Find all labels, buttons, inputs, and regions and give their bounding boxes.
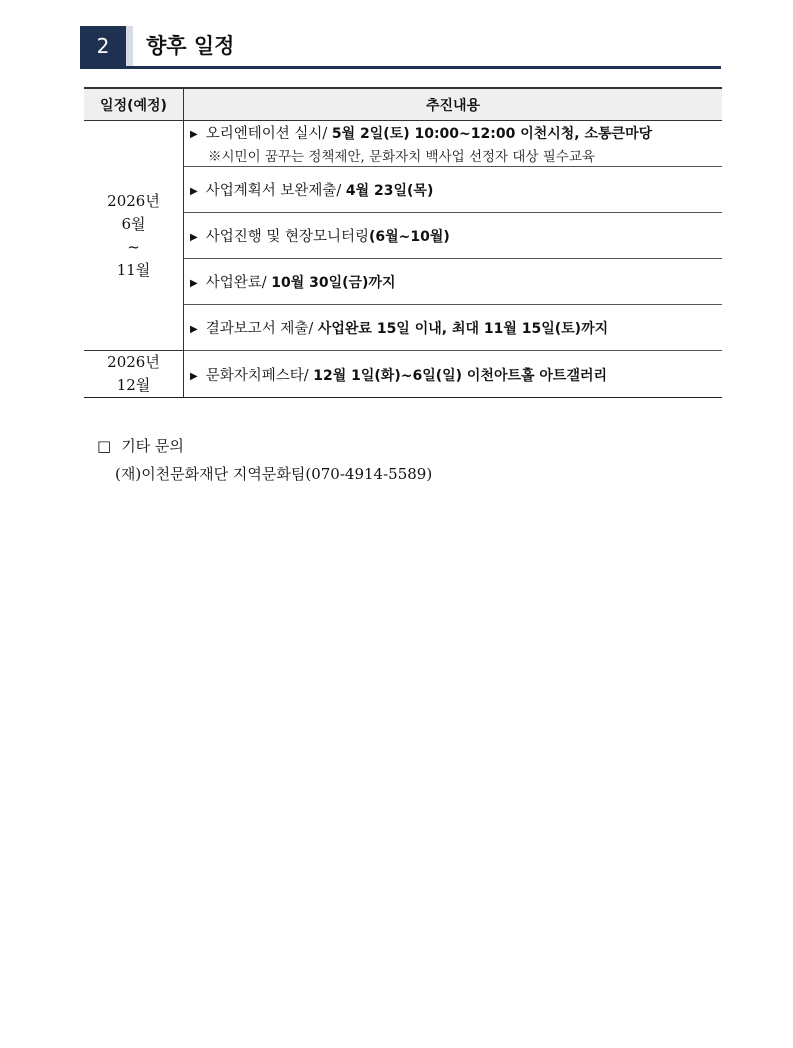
triangle-bullet-icon: ▶ bbox=[190, 324, 198, 335]
table-header-row bbox=[84, 88, 722, 121]
header-content: 추진내용 bbox=[184, 88, 723, 121]
section-header bbox=[80, 26, 721, 68]
contact-info bbox=[97, 432, 432, 488]
section-number-accent bbox=[126, 26, 133, 66]
triangle-bullet-icon: ▶ bbox=[190, 370, 198, 382]
item-plain: 오리엔테이션 실시/ bbox=[205, 126, 332, 142]
schedule-item bbox=[184, 351, 723, 398]
triangle-bullet-icon: ▶ bbox=[190, 232, 198, 243]
item-note: ※시민이 꿈꾸는 정책제안, 문화자치 백사업 선정자 대상 필수교육 bbox=[208, 149, 595, 165]
date-month: 12월 bbox=[116, 376, 151, 394]
table-row bbox=[84, 121, 722, 167]
triangle-bullet-icon: ▶ bbox=[190, 278, 198, 289]
header-schedule: 일정(예정) bbox=[84, 88, 184, 121]
date-start: 6월 bbox=[121, 214, 146, 233]
item-plain: 결과보고서 제출/ bbox=[205, 321, 318, 337]
date-end: 11월 bbox=[116, 260, 151, 279]
date-year: 2026년 bbox=[107, 353, 160, 371]
item-bold: 사업완료 15일 이내, 최대 11월 15일(토)까지 bbox=[317, 321, 609, 337]
schedule-item bbox=[184, 259, 723, 305]
table-row bbox=[84, 351, 722, 398]
item-bold: 4월 23일(목) bbox=[345, 183, 434, 199]
schedule-item bbox=[184, 213, 723, 259]
item-plain: 사업계획서 보완제출/ bbox=[205, 183, 346, 199]
item-plain: 사업진행 및 현장모니터링 bbox=[205, 229, 369, 245]
item-plain: 문화자치페스타/ bbox=[205, 367, 314, 384]
item-bold: (6월~10월) bbox=[369, 229, 450, 245]
date-cell-jun-nov bbox=[84, 121, 184, 351]
schedule-table bbox=[84, 87, 722, 398]
section-number: 2 bbox=[80, 26, 126, 66]
date-cell-dec bbox=[84, 351, 184, 398]
item-plain: 사업완료/ bbox=[205, 275, 272, 291]
section-title: 향후 일정 bbox=[146, 34, 235, 58]
triangle-bullet-icon: ▶ bbox=[190, 186, 198, 197]
section-rule bbox=[80, 66, 721, 69]
triangle-bullet-icon: ▶ bbox=[190, 129, 198, 140]
schedule-item bbox=[184, 121, 723, 167]
date-year: 2026년 bbox=[107, 191, 160, 210]
schedule-item bbox=[184, 305, 723, 351]
contact-detail: (재)이천문화재단 지역문화팀(070-4914-5589) bbox=[115, 465, 433, 483]
checkbox-square-icon: □ bbox=[97, 437, 112, 455]
item-bold: 10월 30일(금)까지 bbox=[271, 275, 396, 291]
contact-heading: 기타 문의 bbox=[121, 437, 184, 455]
item-bold: 5월 2일(토) 10:00~12:00 이천시청, 소통큰마당 bbox=[331, 126, 653, 142]
item-bold: 12월 1일(화)~6일(일) 이천아트홀 아트갤러리 bbox=[313, 367, 608, 384]
schedule-item bbox=[184, 167, 723, 213]
date-tilde: ~ bbox=[127, 237, 140, 256]
